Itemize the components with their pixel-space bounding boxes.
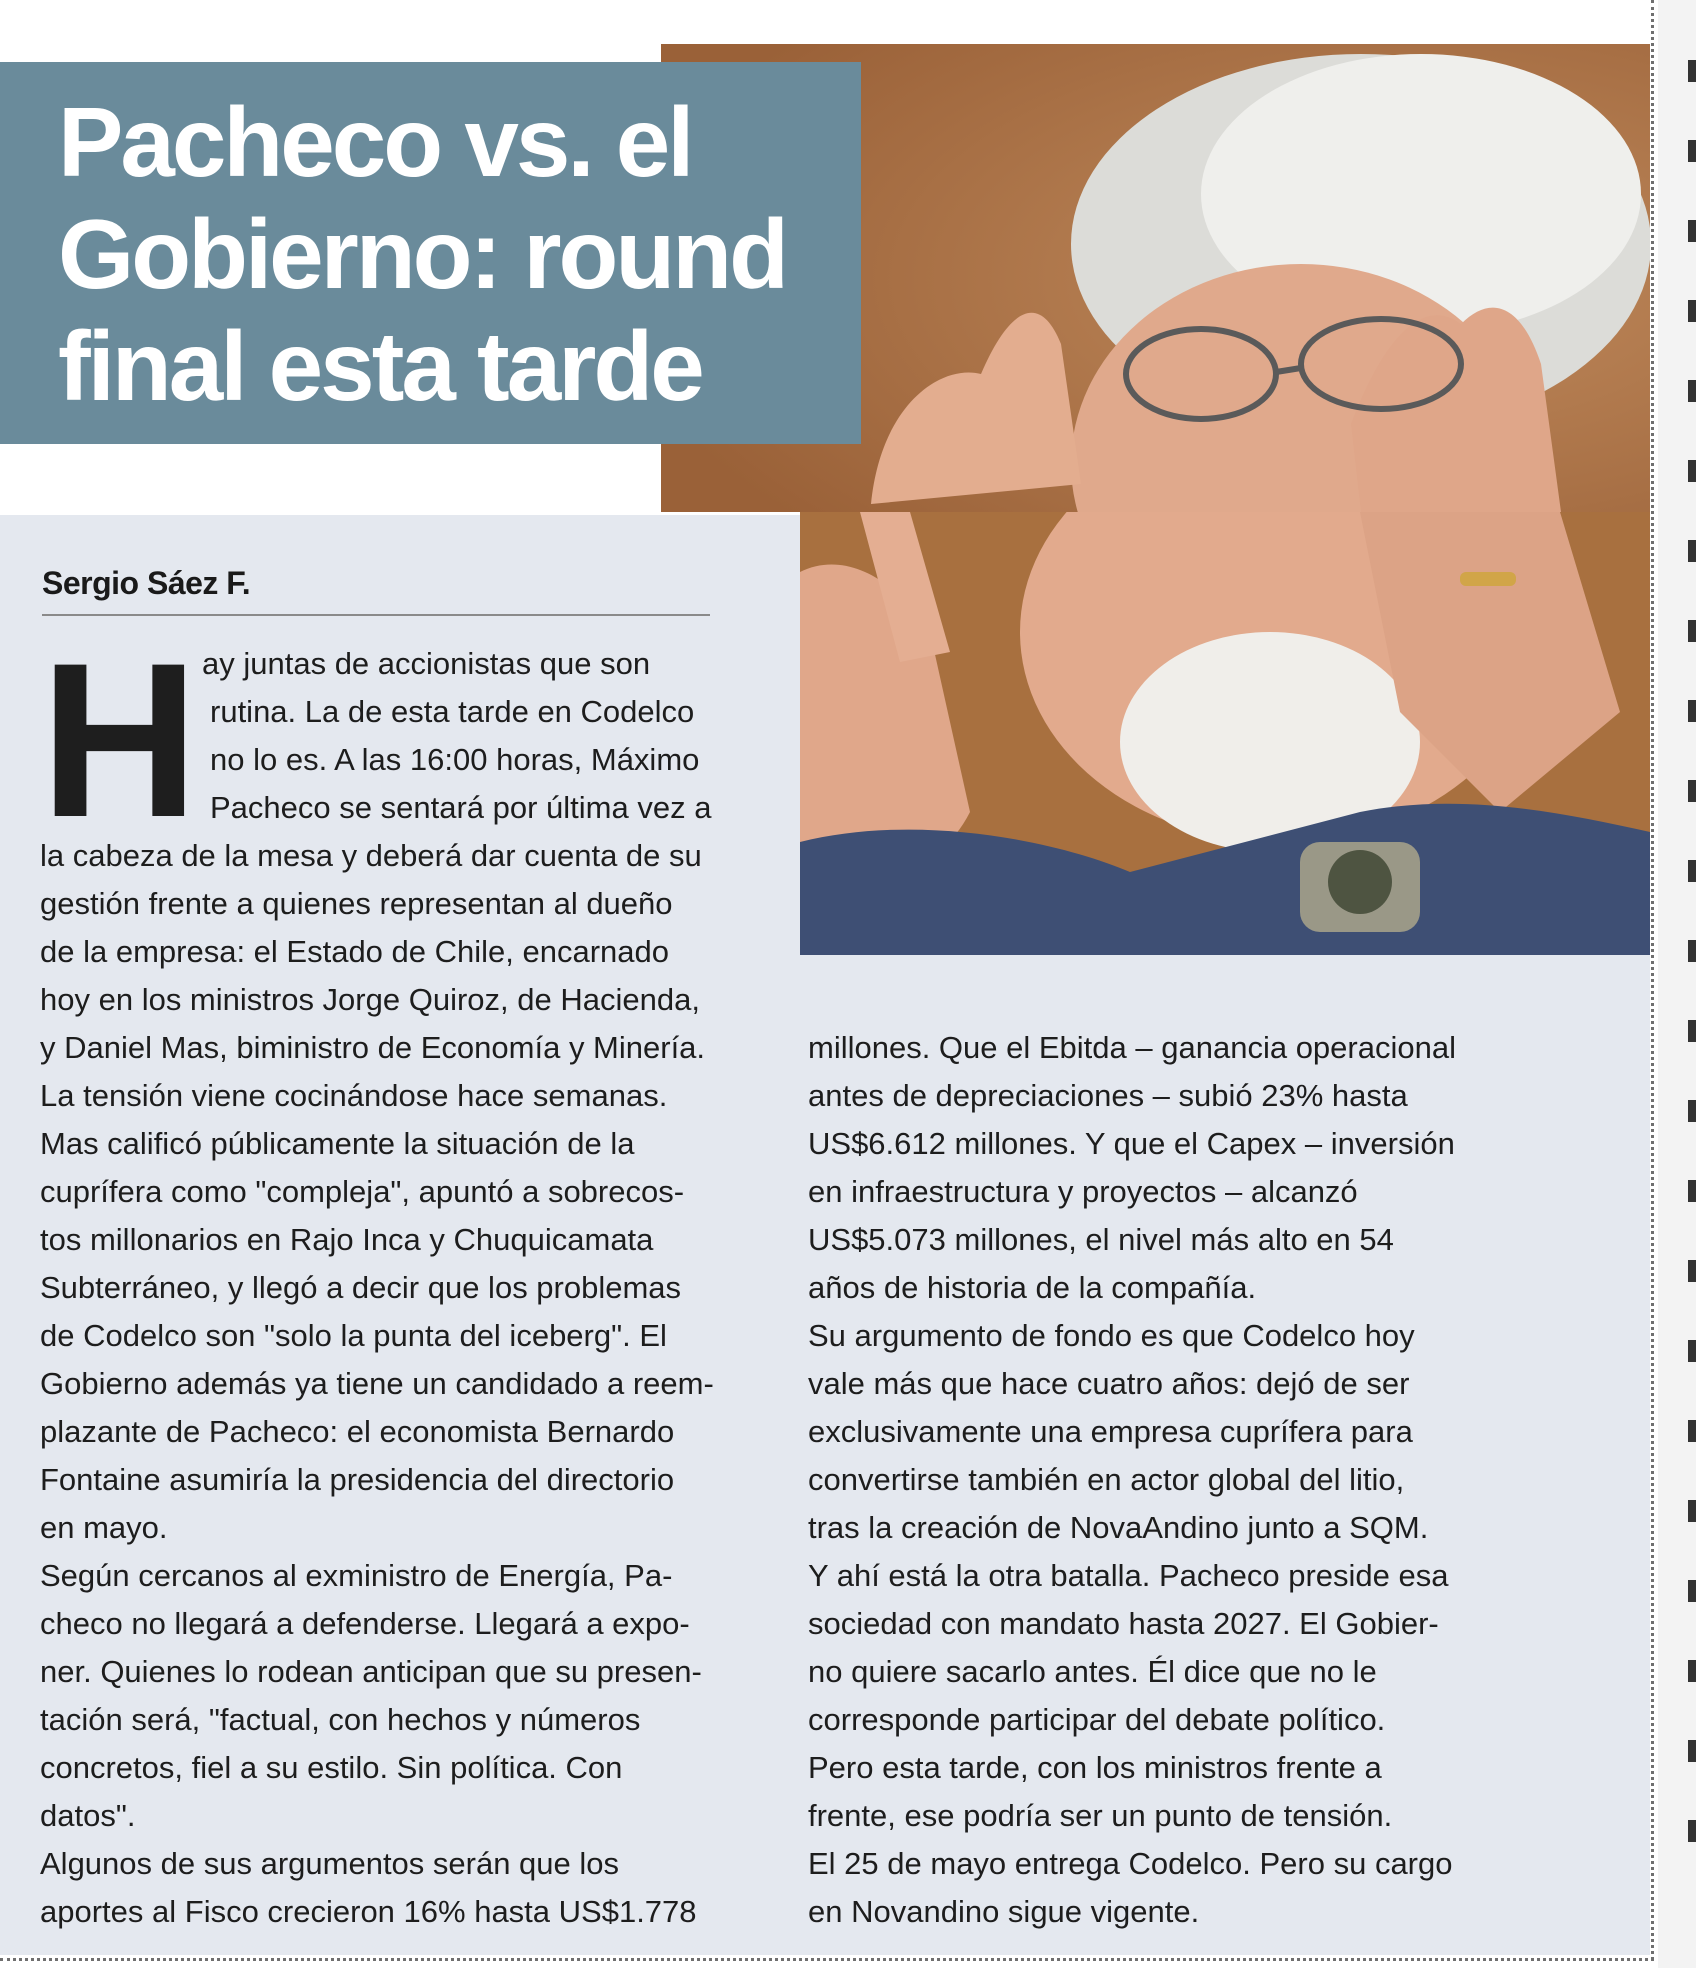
- right-column-line: US$5.073 millones, el nivel más alto en 54: [808, 1222, 1394, 1257]
- right-column-line: exclusivamente una empresa cuprífera para: [808, 1414, 1413, 1449]
- left-column-line: hoy en los ministros Jorge Quiroz, de Hacienda,: [40, 982, 700, 1017]
- portrait-photo-lower: [800, 512, 1650, 955]
- right-column-line: tras la creación de NovaAndino junto a SQM.: [808, 1510, 1429, 1545]
- left-column-line: de Codelco son "solo la punta del iceberg". El: [40, 1318, 667, 1353]
- headline-line: final esta tarde: [58, 311, 702, 421]
- right-column-line: US$6.612 millones. Y que el Capex – inversión: [808, 1126, 1455, 1161]
- right-column-line: corresponde participar del debate político.: [808, 1702, 1386, 1737]
- left-column-line: y Daniel Mas, biministro de Economía y Minería.: [40, 1030, 706, 1065]
- left-column-line: ner. Quienes lo rodean anticipan que su presen-: [40, 1654, 702, 1689]
- right-column-line: no quiere sacarlo antes. Él dice que no le: [808, 1654, 1377, 1689]
- left-column-line: La tensión viene cocinándose hace semanas.: [40, 1078, 668, 1113]
- left-column-line: rutina. La de esta tarde en Codelco: [210, 694, 695, 729]
- byline-divider: [42, 614, 710, 616]
- left-column-line: concretos, fiel a su estilo. Sin política. Con: [40, 1750, 623, 1785]
- left-column-line: Fontaine asumiría la presidencia del directorio: [40, 1462, 675, 1497]
- left-column-line: cuprífera como "compleja", apuntó a sobrecos-: [40, 1174, 685, 1209]
- left-column-line: Pacheco se sentará por última vez a: [210, 790, 712, 825]
- left-column-line: en mayo.: [40, 1510, 168, 1545]
- left-column-line: ay juntas de accionistas que son: [202, 646, 651, 681]
- right-column-line: Y ahí está la otra batalla. Pacheco preside esa: [808, 1558, 1449, 1593]
- right-column-line: en infraestructura y proyectos – alcanzó: [808, 1174, 1358, 1209]
- left-column-line: de la empresa: el Estado de Chile, encarnado: [40, 934, 670, 969]
- portrait-illustration-lower: [800, 512, 1650, 955]
- right-column-line: Pero esta tarde, con los ministros frente a: [808, 1750, 1382, 1785]
- right-column-line: frente, ese podría ser un punto de tensión.: [808, 1798, 1393, 1833]
- left-column-line: tos millonarios en Rajo Inca y Chuquicamata: [40, 1222, 654, 1257]
- left-column-line: la cabeza de la mesa y deberá dar cuenta de su: [40, 838, 702, 873]
- page-edge-strip: [1658, 0, 1696, 1968]
- left-column-line: datos".: [40, 1798, 136, 1833]
- right-column-line: Su argumento de fondo es que Codelco hoy: [808, 1318, 1415, 1353]
- headline-line: Pacheco vs. el: [58, 87, 692, 197]
- left-column-line: Gobierno además ya tiene un candidado a reem-: [40, 1366, 714, 1401]
- page-bottom-border: [0, 1958, 1654, 1961]
- left-column-line: checo no llegará a defenderse. Llegará a expo-: [40, 1606, 690, 1641]
- right-column-line: años de historia de la compañía.: [808, 1270, 1257, 1305]
- right-column-line: El 25 de mayo entrega Codelco. Pero su cargo: [808, 1846, 1453, 1881]
- right-column-line: antes de depreciaciones – subió 23% hasta: [808, 1078, 1408, 1113]
- byline: Sergio Sáez F.: [42, 565, 251, 601]
- left-column-line: aportes al Fisco crecieron 16% hasta US$1.778: [40, 1894, 697, 1929]
- left-column-line: plazante de Pacheco: el economista Bernardo: [40, 1414, 675, 1449]
- left-column-line: Subterráneo, y llegó a decir que los problemas: [40, 1270, 682, 1305]
- page-right-border: [1651, 0, 1654, 1960]
- right-column-line: en Novandino sigue vigente.: [808, 1894, 1200, 1929]
- left-column-line: no lo es. A las 16:00 horas, Máximo: [210, 742, 700, 777]
- right-column-line: vale más que hace cuatro años: dejó de ser: [808, 1366, 1410, 1401]
- right-column-line: convertirse también en actor global del litio,: [808, 1462, 1405, 1497]
- right-column-line: sociedad con mandato hasta 2027. El Gobier-: [808, 1606, 1439, 1641]
- headline-line: Gobierno: round: [58, 199, 786, 309]
- left-column-line: Mas calificó públicamente la situación de la: [40, 1126, 635, 1161]
- right-column-line: millones. Que el Ebitda – ganancia operacional: [808, 1030, 1456, 1065]
- left-column-line: Algunos de sus argumentos serán que los: [40, 1846, 620, 1881]
- headline: [58, 86, 858, 422]
- left-column-line: tación será, "factual, con hechos y números: [40, 1702, 641, 1737]
- dropcap: H: [40, 617, 199, 863]
- left-column-line: gestión frente a quienes representan al dueño: [40, 886, 673, 921]
- left-column-line: Según cercanos al exministro de Energía, Pa-: [40, 1558, 673, 1593]
